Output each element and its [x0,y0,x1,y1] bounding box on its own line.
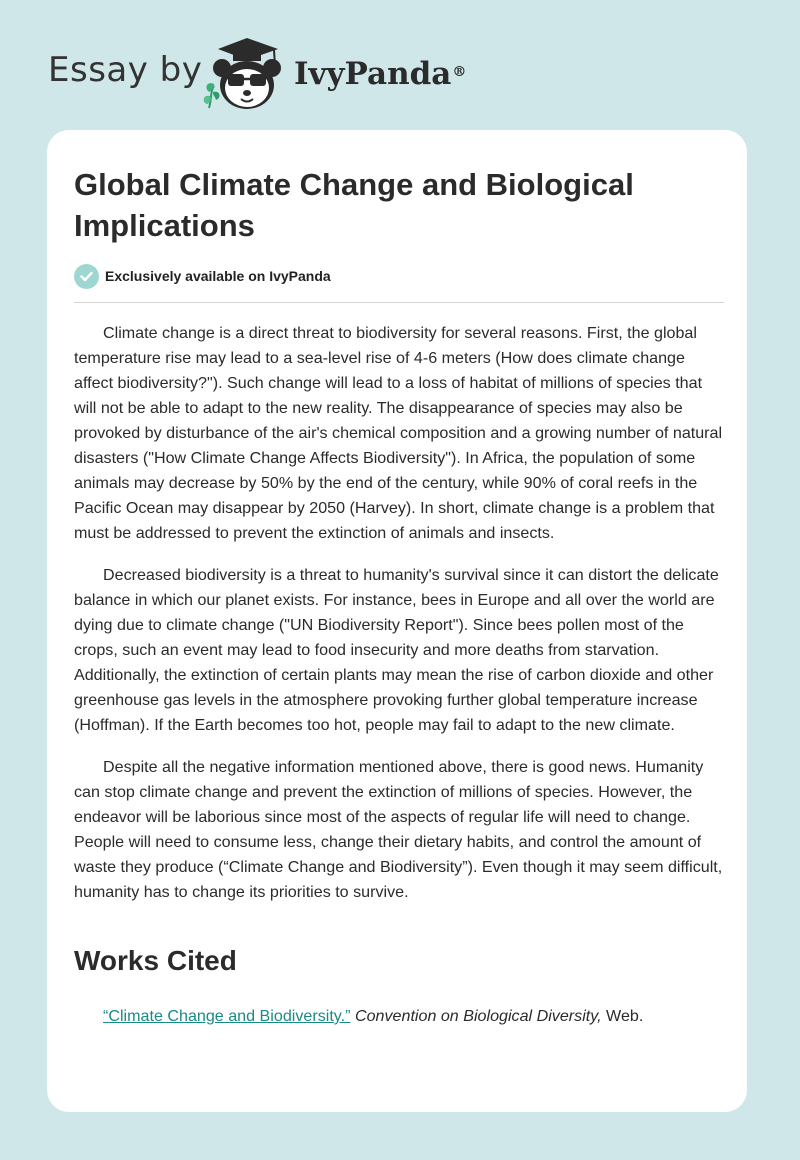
check-icon [74,264,99,289]
ivypanda-logo-icon[interactable] [200,36,290,112]
citation-medium: Web. [606,1007,644,1025]
essay-card [47,130,747,1112]
essay-paragraph: Decreased biodiversity is a threat to humanity's survival since it can distort the delicate balance in which our planet exists. For instance, bees in Europe and all over the world are dying due to climate change ("UN Biodiversity Report"). Since bees pollen most of the crops, such an event may lead to food insecurity and more deaths from starvation. Additionally, the extinction of certain plants may mean the rise of carbon dioxide and other greenhouse gas levels in the atmosphere provoking further global temperature increase (Hoffman). If the Earth becomes too hot, people may fail to adapt to the new climate. [74,566,719,734]
citation-journal: Convention on Biological Diversity, [354,1007,602,1025]
essay-body [74,321,724,922]
badge-text: Exclusively available on IvyPanda [105,268,331,284]
essay-paragraph: Despite all the negative information mentioned above, there is good news. Humanity can stop climate change and prevent the extinction of millions of species. However, the endeavor will be laborious since most of the aspects of regular life will need to change. People will need to consume less, change their dietary habits, and control the amount of waste they produce (“Climate Change and Biodiversity”). Even though it may seem difficult, humanity has to change its priorities to survive. [74,758,723,901]
citation-entry [103,1004,723,1029]
page-title: Global Climate Change and Biological Implications [74,167,634,243]
citation-link[interactable]: “Climate Change and Biodiversity.” [103,1007,351,1025]
works-cited-heading: Works Cited [74,945,237,976]
brand-name[interactable] [294,54,466,94]
exclusive-badge [74,263,331,289]
divider [74,302,724,303]
essay-paragraph: Climate change is a direct threat to biodiversity for several reasons. First, the global temperature rise may lead to a sea-level rise of 4-6 meters (How does climate change affect biodiversity?"). Such change will lead to a loss of habitat of millions of species that will not be able to adapt to the new reality. The disappearance of species may also be provoked by disturbance of the air's chemical composition and a growing number of natural disasters ("How Climate Change Affects Biodiversity"). In Africa, the population of some animals may decrease by 50% by the end of the century, while 90% of coral reefs in the Pacific Ocean may disappear by 2050 (Harvey). In short, climate change is a problem that must be addressed to prevent the extinction of animals and insects. [74,324,723,542]
registered-mark: ® [452,64,467,80]
site-header [0,0,800,130]
brand-name-text: IvyPanda [294,56,452,92]
essay-by-label: Essay by [48,50,203,90]
